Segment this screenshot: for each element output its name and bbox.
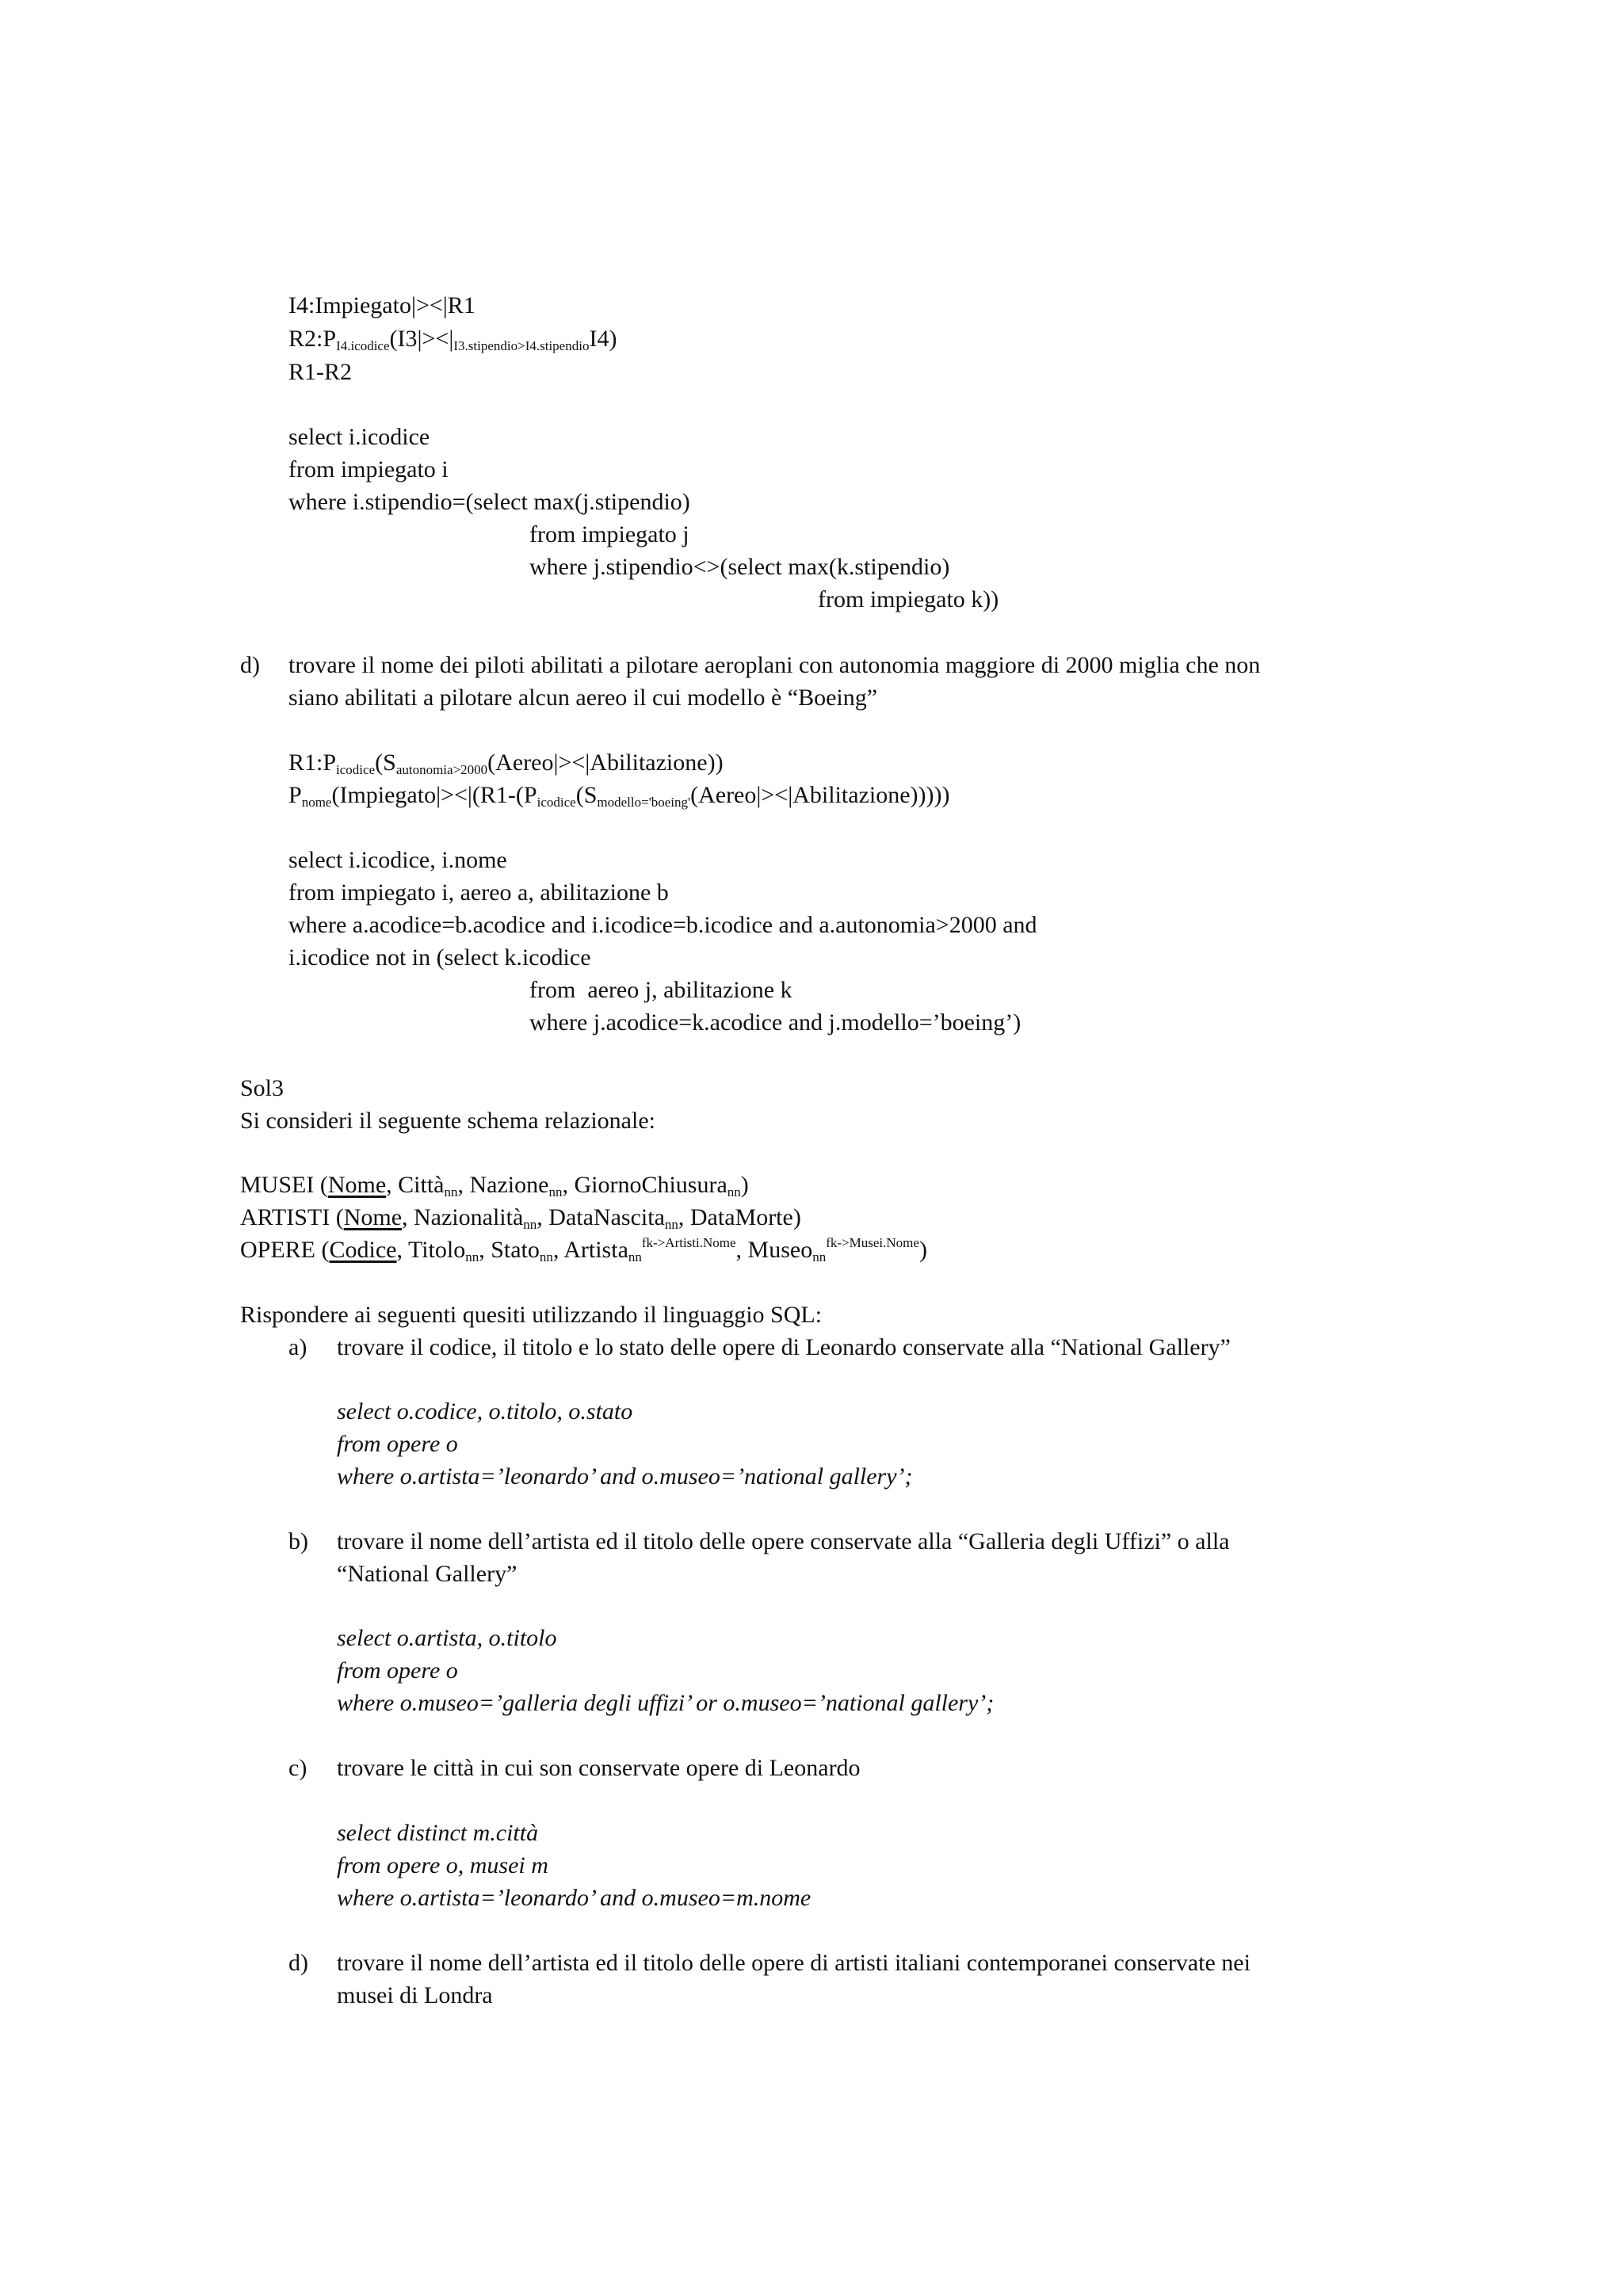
intro-text: Si consideri il seguente schema relazionale: [240, 1108, 655, 1134]
ra-line-3: R1-R2 [288, 359, 353, 385]
sql-line: select i.icodice, i.nome [288, 847, 507, 873]
question-text: trovare il codice, il titolo e lo stato delle opere di Leonardo conservate alla “National Gallery” [337, 1334, 1231, 1360]
sql-line: where j.stipendio<>(select max(k.stipendio) [529, 554, 950, 580]
ra-line: $P_{nome}(Impiegato|><|(R1-(P_{icodice}(S_{modello='boeing'}(Aereo|><|Abilitazione)))))$ [288, 782, 950, 810]
item-marker: d) [240, 652, 260, 678]
sql-line: from opere o [337, 1431, 458, 1457]
item-marker: a) [288, 1334, 307, 1360]
ra-line-2: $R2:P_{I4.icodice}(I3|><|_{I3.stipendio>I4.stipendio}I4)$ [288, 326, 617, 353]
sql-line: from impiegato i [288, 456, 449, 482]
sql-line: where j.acodice=k.acodice and j.modello=’boeing’) [529, 1009, 1022, 1035]
question-text: trovare il nome dei piloti abilitati a pilotare aeroplani con autonomia maggiore di 2000 miglia che non [288, 652, 1261, 678]
question-text: musei di Londra [337, 1982, 493, 2008]
sql-line: select o.codice, o.titolo, o.stato [337, 1398, 633, 1425]
question-text: “National Gallery” [337, 1561, 517, 1587]
schema-artisti: ARTISTI (Nome, Nazionalità$_{nn}$, DataNascita$_{nn}$, DataMorte) [240, 1204, 801, 1232]
sql-line: where o.artista=’leonardo’ and o.museo=’national gallery’; [337, 1463, 913, 1489]
question-text: trovare le città in cui son conservate opere di Leonardo [337, 1755, 861, 1781]
sql-line: i.icodice not in (select k.icodice [288, 944, 591, 971]
sql-line: where i.stipendio=(select max(j.stipendio) [288, 489, 690, 515]
item-marker: b) [288, 1528, 308, 1554]
item-marker: d) [288, 1950, 308, 1976]
sql-line: where o.museo=’galleria degli uffizi’ or o.museo=’national gallery’; [337, 1690, 995, 1716]
question-text: siano abilitati a pilotare alcun aereo il cui modello è “Boeing” [288, 685, 878, 711]
schema-musei: MUSEI (Nome, Città$_{nn}$, Nazione$_{nn}$, GiornoChiusura$_{nn}$) [240, 1172, 749, 1199]
instruction-text: Rispondere ai seguenti quesiti utilizzando il linguaggio SQL: [240, 1302, 823, 1328]
sql-line: from impiegato k)) [818, 586, 999, 612]
sql-line: where o.artista=’leonardo’ and o.museo=m.nome [337, 1885, 812, 1911]
sql-line: from impiegato j [529, 521, 689, 547]
ra-line-1: I4:Impiegato|><|R1 [288, 292, 475, 318]
question-text: trovare il nome dell’artista ed il titolo delle opere conservate alla “Galleria degli Uffizi” o alla [337, 1528, 1230, 1554]
item-marker: c) [288, 1755, 307, 1781]
sql-line: from opere o [337, 1657, 458, 1684]
sql-line: from opere o, musei m [337, 1852, 548, 1878]
sql-line: select o.artista, o.titolo [337, 1625, 557, 1651]
ra-line: $R1:P_{icodice}(S_{autonomia>2000}(Aereo|><|Abilitazione))$ [288, 749, 724, 777]
section-heading: Sol3 [240, 1075, 285, 1101]
sql-line: from impiegato i, aereo a, abilitazione b [288, 879, 669, 906]
question-text: trovare il nome dell’artista ed il titolo delle opere di artisti italiani contemporanei conservate nei [337, 1950, 1251, 1976]
sql-line: select i.icodice [288, 424, 430, 450]
schema-opere: OPERE (Codice, Titolo$_{nn}$, Stato$_{nn}$, Artista$_{nn}^{fk->Artisti.Nome}$, Museo$_{nn}^{fk->Musei.Nome}$) [240, 1235, 927, 1264]
sql-line: select distinct m.città [337, 1820, 539, 1846]
sql-line: where a.acodice=b.acodice and i.icodice=b.icodice and a.autonomia>2000 and [288, 912, 1037, 938]
sql-line: from aereo j, abilitazione k [529, 977, 792, 1003]
